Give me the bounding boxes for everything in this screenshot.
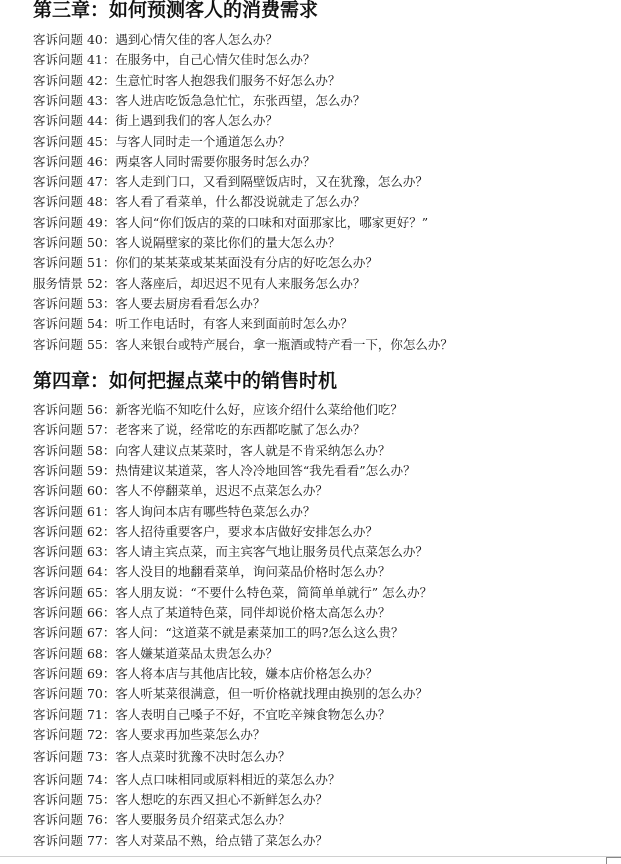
question-number-label: 客诉问题 45： xyxy=(33,134,116,149)
question-number-label: 客诉问题 70： xyxy=(33,686,116,701)
question-text: 新客光临不知吃什么好，应该介绍什么菜给他们吃？ xyxy=(115,402,403,417)
question-item xyxy=(33,401,403,419)
question-item xyxy=(33,482,328,500)
question-number-label: 客诉问题 59： xyxy=(33,463,116,478)
question-number-label: 客诉问题 54： xyxy=(33,316,116,331)
question-item xyxy=(33,336,453,354)
question-item xyxy=(33,665,378,683)
question-text: 客人点了某道特色菜，同伴却说价格太高怎么办？ xyxy=(115,605,391,620)
question-item xyxy=(33,726,265,744)
question-text: 与客人同时走一个通道怎么办？ xyxy=(115,134,291,149)
question-item xyxy=(33,462,416,480)
question-text: 客人想吃的东西又担心不新鲜怎么办？ xyxy=(115,792,328,807)
question-text: 客人要求再加些菜怎么办？ xyxy=(115,727,266,742)
question-item xyxy=(33,214,428,232)
question-text: 客人对菜品不熟，给点错了菜怎么办？ xyxy=(115,833,328,848)
question-number-label: 客诉问题 48： xyxy=(33,194,116,209)
question-text: 客人走到门口，又看到隔壁饭店时，又在犹豫，怎么办？ xyxy=(115,174,428,189)
question-item xyxy=(33,563,390,581)
question-text: 生意忙时客人抱怨我们服务不好怎么办？ xyxy=(115,73,341,88)
question-number-label: 客诉问题 69： xyxy=(33,666,116,681)
question-item xyxy=(33,421,365,439)
question-number-label: 客诉问题 56： xyxy=(33,402,116,417)
question-text: 客人点菜时犹豫不决时怎么办？ xyxy=(115,749,291,764)
question-number-label: 客诉问题 44： xyxy=(33,113,116,128)
question-text: 客人嫌某道菜品太贵怎么办？ xyxy=(115,646,278,661)
question-text: 向客人建议点某菜时，客人就是不肯采纳怎么办？ xyxy=(115,443,391,458)
question-text: 客人落座后，却迟迟不见有人来服务怎么办？ xyxy=(115,276,366,291)
question-text: 客人进店吃饭急急忙忙，东张西望，怎么办？ xyxy=(115,93,366,108)
question-number-label: 客诉问题 46： xyxy=(33,154,116,169)
question-number-label: 客诉问题 58： xyxy=(33,443,116,458)
question-item xyxy=(33,193,365,211)
question-text: 客人说隔壁家的菜比你们的量大怎么办？ xyxy=(115,235,341,250)
question-item xyxy=(33,254,378,272)
question-number-label: 客诉问题 68： xyxy=(33,646,116,661)
question-number-label: 客诉问题 67： xyxy=(33,625,116,640)
question-item xyxy=(33,112,278,130)
question-number-label: 客诉问题 66： xyxy=(33,605,116,620)
question-number-label: 客诉问题 62： xyxy=(33,524,116,539)
question-text: 客人朋友说：“不要什么特色菜，简简单单就行” 怎么办？ xyxy=(115,585,433,600)
question-number-label: 客诉问题 74： xyxy=(33,772,116,787)
question-text: 客人请主宾点菜，而主宾客气地让服务员代点菜怎么办？ xyxy=(115,544,428,559)
question-item xyxy=(33,234,340,252)
question-number-label: 客诉问题 55： xyxy=(33,337,116,352)
question-item xyxy=(33,811,290,829)
question-item xyxy=(33,523,378,541)
question-item xyxy=(33,624,403,642)
question-number-label: 客诉问题 40： xyxy=(33,32,116,47)
chapter-3-title: 第三章：如何预测客人的消费需求 xyxy=(33,0,319,21)
question-item xyxy=(33,72,340,90)
question-item xyxy=(33,748,290,766)
question-item xyxy=(33,315,353,333)
question-number-label: 客诉问题 42： xyxy=(33,73,116,88)
question-number-label: 客诉问题 64： xyxy=(33,564,116,579)
question-item xyxy=(33,791,328,809)
question-item xyxy=(33,51,315,69)
question-item xyxy=(33,706,390,724)
question-number-label: 客诉问题 47： xyxy=(33,174,116,189)
question-number-label: 客诉问题 53： xyxy=(33,296,116,311)
question-text: 遇到心情欠佳的客人怎么办？ xyxy=(115,32,278,47)
question-text: 客人没目的地翻看菜单，询问菜品价格时怎么办？ xyxy=(115,564,391,579)
question-number-label: 客诉问题 49： xyxy=(33,215,116,230)
question-number-label: 客诉问题 61： xyxy=(33,504,116,519)
question-text: 客人表明自己嗓子不好，不宜吃辛辣食物怎么办？ xyxy=(115,707,391,722)
question-item xyxy=(33,275,365,293)
question-text: 客人来银台或特产展台，拿一瓶酒或特产看一下，你怎么办？ xyxy=(115,337,453,352)
question-item xyxy=(33,832,328,850)
question-text: 听工作电话时，有客人来到面前时怎么办？ xyxy=(115,316,353,331)
question-item xyxy=(33,92,365,110)
question-item xyxy=(33,584,432,602)
question-item xyxy=(33,685,428,703)
page-bottom-rule xyxy=(0,856,621,857)
question-item xyxy=(33,295,265,313)
question-item xyxy=(33,503,315,521)
question-number-label: 客诉问题 60： xyxy=(33,483,116,498)
question-text: 客人问：“这道菜不就是素菜加工的吗?怎么这么贵？ xyxy=(115,625,404,640)
question-text: 客人问“你们饭店的菜的口味和对面那家比，哪家更好？” xyxy=(115,215,429,230)
question-number-label: 客诉问题 72： xyxy=(33,727,116,742)
question-text: 街上遇到我们的客人怎么办？ xyxy=(115,113,278,128)
chapter-4-title: 第四章：如何把握点菜中的销售时机 xyxy=(33,370,338,392)
question-text: 热情建议某道菜，客人冷冷地回答“我先看看”怎么办？ xyxy=(115,463,416,478)
question-item xyxy=(33,771,340,789)
question-text: 在服务中，自己心情欠佳时怎么办？ xyxy=(115,52,316,67)
question-text: 客人招待重要客户，要求本店做好安排怎么办？ xyxy=(115,524,378,539)
question-item xyxy=(33,645,278,663)
question-text: 客人点口味相同或原料相近的菜怎么办？ xyxy=(115,772,341,787)
question-number-label: 客诉问题 41： xyxy=(33,52,116,67)
question-text: 客人将本店与其他店比较，嫌本店价格怎么办？ xyxy=(115,666,378,681)
question-number-label: 客诉问题 63： xyxy=(33,544,116,559)
question-item xyxy=(33,31,278,49)
question-number-label: 客诉问题 71： xyxy=(33,707,116,722)
question-item xyxy=(33,153,315,171)
question-number-label: 客诉问题 50： xyxy=(33,235,116,250)
question-text: 客人要去厨房看看怎么办？ xyxy=(115,296,266,311)
question-item xyxy=(33,604,390,622)
question-item xyxy=(33,442,390,460)
question-number-label: 客诉问题 75： xyxy=(33,792,116,807)
question-number-label: 客诉问题 76： xyxy=(33,812,116,827)
question-number-label: 客诉问题 65： xyxy=(33,585,116,600)
question-number-label: 服务情景 52： xyxy=(33,276,116,291)
question-text: 两桌客人同时需要你服务时怎么办？ xyxy=(115,154,316,169)
question-text: 客人要服务员介绍菜式怎么办？ xyxy=(115,812,291,827)
question-number-label: 客诉问题 57： xyxy=(33,422,116,437)
question-number-label: 客诉问题 73： xyxy=(33,749,116,764)
question-number-label: 客诉问题 43： xyxy=(33,93,116,108)
question-text: 客人看了看菜单，什么都没说就走了怎么办？ xyxy=(115,194,366,209)
question-text: 客人询问本店有哪些特色菜怎么办？ xyxy=(115,504,316,519)
question-item xyxy=(33,543,428,561)
question-text: 客人听某菜很满意，但一听价格就找理由换别的怎么办？ xyxy=(115,686,428,701)
question-number-label: 客诉问题 51： xyxy=(33,255,116,270)
question-item xyxy=(33,133,290,151)
question-text: 客人不停翻菜单，迟迟不点菜怎么办？ xyxy=(115,483,328,498)
question-item xyxy=(33,173,428,191)
question-text: 老客来了说，经常吃的东西都吃腻了怎么办？ xyxy=(115,422,366,437)
question-text: 你们的某某菜或某某面没有分店的好吃怎么办？ xyxy=(115,255,378,270)
question-number-label: 客诉问题 77： xyxy=(33,833,116,848)
